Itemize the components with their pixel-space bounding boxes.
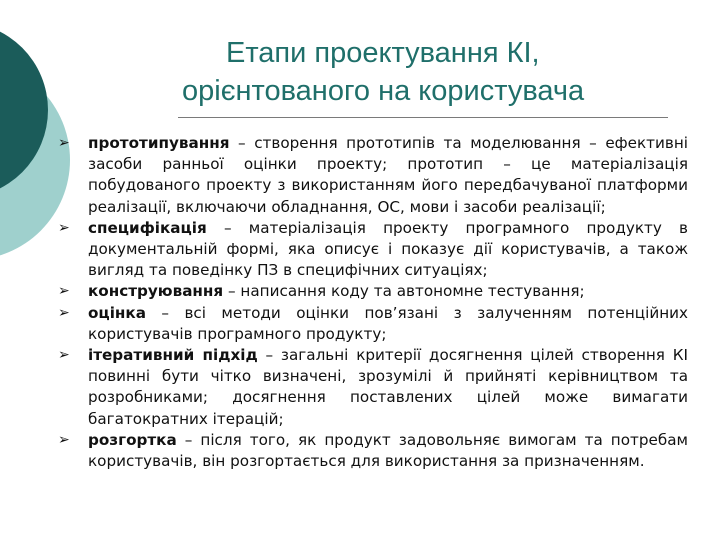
arrow-check-bullet-icon: ➢ [58, 431, 70, 448]
item-text: – створення прототипів та моделювання – ефективні засоби ранньої оцінки проекту; прототип – це матеріалізація побудованого проекту з використанням його передбачуваної платформи реалізації, включаючи обладнання, ОС, мови і засоби реалізації; [88, 134, 688, 216]
arrow-check-bullet-icon: ➢ [58, 304, 70, 321]
item-term: специфікація [88, 218, 207, 237]
item-term: прототипування [88, 134, 230, 152]
list-item [58, 430, 688, 472]
item-text: – всі методи оцінки пов’язані з залученням потенційних користувачів програмного продукту; [88, 303, 688, 343]
list-item [58, 133, 688, 218]
list-item [58, 281, 688, 302]
item-term: оцінка [88, 303, 146, 322]
stages-list [58, 133, 688, 472]
title-line-2: орієнтованого на користувача [182, 75, 585, 107]
item-text: – після того, як продукт задовольняє вимогам та потребам користувачів, він розгортається для використання за призначенням. [88, 430, 688, 471]
arrow-check-bullet-icon: ➢ [58, 219, 70, 236]
item-term: розгортка [88, 430, 177, 449]
list-item [58, 345, 688, 430]
arrow-check-bullet-icon: ➢ [58, 347, 70, 364]
arrow-check-bullet-icon: ➢ [58, 135, 70, 151]
list-item [58, 303, 688, 345]
arrow-check-bullet-icon: ➢ [58, 283, 70, 300]
slide-title [150, 34, 690, 110]
item-term: ітеративний підхід [88, 346, 258, 365]
item-text: – написання коду та автономне тестування; [223, 282, 585, 301]
title-divider [178, 117, 668, 118]
title-line-1: Етапи проектування КІ, [226, 37, 540, 69]
item-text: – матеріалізація проекту програмного продукту в документальній формі, яка описує і показує дії користувачів, а також вигляд та поведінку ПЗ в специфічних ситуаціях; [88, 218, 688, 280]
item-text: – загальні критерії досягнення цілей створення КІ повинні бути чітко визначені, зрозумілі й прийняті керівництвом та розробниками; досягнення поставлених цілей може вимагати багатократних ітерацій; [88, 346, 688, 428]
list-item [58, 218, 688, 282]
item-term: конструювання [88, 282, 224, 301]
